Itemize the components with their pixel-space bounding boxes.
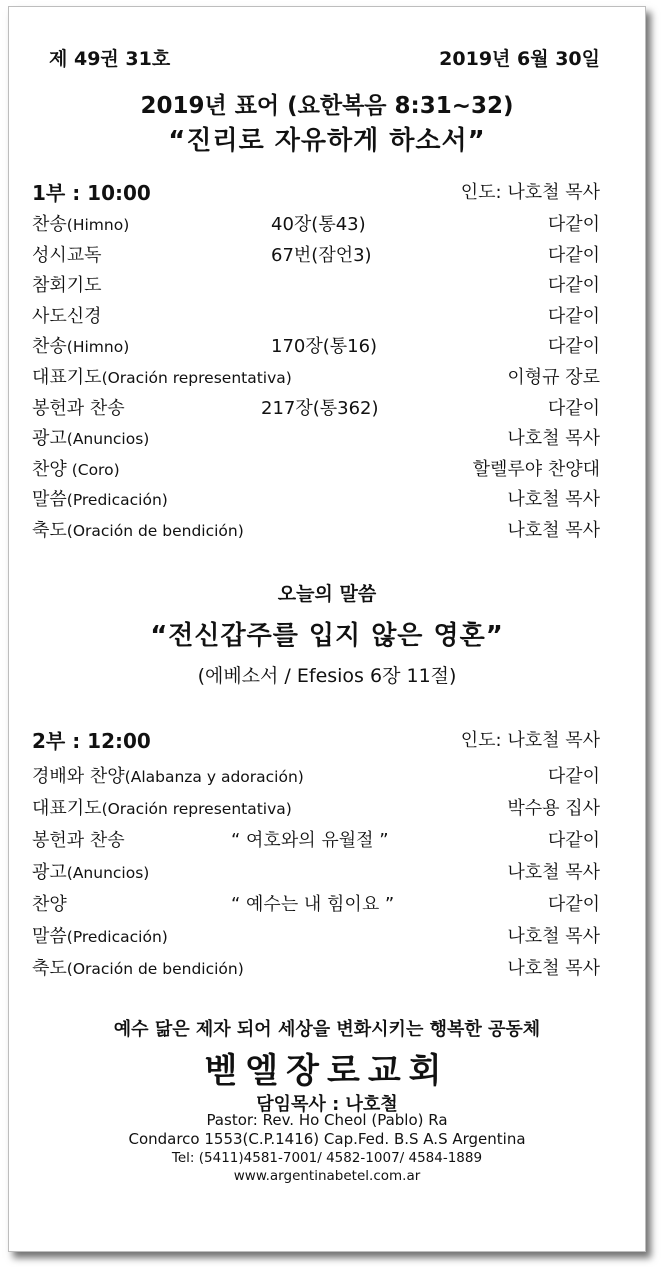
order-row: [9, 890, 645, 920]
order-item-spanish: (Predicación): [66, 491, 168, 510]
order-item-spanish: (Predicación): [66, 928, 168, 946]
order-item-person: 다같이: [547, 214, 600, 235]
order-item-spanish: (Himno): [66, 216, 130, 234]
order-row: [9, 922, 645, 952]
order-item-title: 광고: [32, 862, 67, 883]
order-item-person: 다같이: [547, 244, 600, 266]
order-row: [9, 455, 645, 485]
order-item-hymn: 67번(잠언3): [271, 244, 372, 266]
bulletin-date: 2019년 6월 30일: [439, 48, 600, 70]
order-item-name: [32, 271, 102, 297]
year-motto: “진리로 자유하게 하소서”: [168, 126, 486, 156]
service1-leader: 인도: 나호철 목사: [460, 182, 600, 203]
year-motto-reference: 2019년 표어 (요한복음 8:31~32): [140, 93, 514, 119]
order-item-person: 다같이: [547, 830, 600, 851]
order-item-person: 나호철 목사: [507, 428, 600, 450]
order-item-title: 찬송: [32, 214, 67, 235]
order-item-person: 할렐루야 찬양대: [472, 458, 600, 480]
church-address: Condarco 1553(C.P.1416) Cap.Fed. B.S A.S Argentina: [128, 1130, 526, 1148]
order-row: [9, 210, 645, 240]
church-name: 벧엘장로교회: [204, 1051, 450, 1091]
order-item-hymn: “ 예수는 내 힘이요 ”: [231, 894, 395, 915]
order-item-name: [32, 922, 168, 948]
order-row: [9, 394, 645, 424]
order-item-spanish: (Coro): [66, 460, 120, 479]
order-item-title: 말씀: [32, 489, 67, 511]
order-item-person: 다같이: [547, 766, 600, 787]
order-item-hymn: 217장(통362): [261, 397, 379, 419]
senior-pastor-korean: 담임목사 : 나호철: [256, 1094, 398, 1115]
church-phone: Tel: (5411)4581-7001/ 4582-1007/ 4584-1889: [171, 1150, 483, 1166]
order-item-person: 다같이: [547, 397, 600, 419]
order-item-spanish: (Anuncios): [66, 864, 150, 882]
order-item-person: 나호철 목사: [507, 926, 600, 947]
order-item-person: 나호철 목사: [507, 862, 600, 883]
order-row: [9, 826, 645, 856]
order-item-person: 나호철 목사: [507, 489, 600, 511]
order-item-name: [32, 954, 244, 980]
order-item-hymn: “ 여호와의 유월절 ”: [231, 830, 389, 851]
order-item-title: 축도: [32, 520, 67, 541]
service2-time: 2부 : 12:00: [32, 729, 151, 753]
order-item-title: 말씀: [32, 926, 67, 947]
order-item-title: 봉헌과 찬송: [32, 397, 125, 419]
order-item-title: 찬양: [32, 458, 67, 480]
order-item-title: 경배와 찬양: [32, 766, 125, 787]
order-item-person: 박수용 집사: [507, 798, 600, 819]
order-row: [9, 302, 645, 332]
order-item-name: [32, 794, 292, 820]
order-item-spanish: (Anuncios): [66, 430, 150, 449]
order-item-person: 다같이: [547, 305, 600, 327]
order-item-name: [32, 762, 304, 788]
order-item-person: 나호철 목사: [507, 520, 600, 541]
order-item-title: 대표기도: [32, 798, 102, 819]
order-item-person: 다같이: [547, 275, 600, 297]
order-item-name: [32, 858, 149, 884]
order-item-name: [32, 210, 129, 236]
order-item-name: [32, 826, 125, 852]
order-item-name: [32, 424, 149, 450]
sermon-label: 오늘의 말씀: [277, 583, 377, 605]
order-item-spanish: (Oración de bendición): [66, 960, 244, 978]
order-row: [9, 485, 645, 515]
order-item-title: 참회기도: [32, 275, 102, 297]
order-item-person: 나호철 목사: [507, 958, 600, 979]
order-row: [9, 762, 645, 792]
order-item-person: 다같이: [547, 336, 600, 358]
order-item-name: [32, 516, 244, 542]
order-item-person: 이형규 장로: [507, 367, 600, 388]
order-item-title: 찬양: [32, 894, 67, 915]
order-item-title: 축도: [32, 958, 67, 979]
church-motto: 예수 닮은 제자 되어 세상을 변화시키는 행복한 공동체: [113, 1019, 541, 1040]
order-row: [9, 794, 645, 824]
order-item-hymn: 40장(통43): [271, 214, 366, 235]
order-item-name: [32, 394, 125, 420]
order-item-name: [32, 332, 129, 358]
order-item-title: 사도신경: [32, 305, 102, 327]
order-item-title: 대표기도: [32, 367, 102, 388]
order-item-name: [32, 363, 292, 389]
service2-leader: 인도: 나호철 목사: [460, 730, 600, 751]
order-row: [9, 858, 645, 888]
sermon-title: “전신갑주를 입지 않은 영혼”: [150, 621, 504, 651]
order-item-spanish: (Himno): [66, 338, 130, 357]
order-row: [9, 332, 645, 362]
bulletin-page: [8, 6, 646, 1252]
order-item-name: [32, 485, 168, 511]
issue-number: 제 49권 31호: [49, 48, 171, 70]
order-item-hymn: 170장(통16): [271, 336, 378, 358]
order-item-title: 성시교독: [32, 244, 102, 266]
order-item-name: [32, 890, 67, 916]
order-item-person: 다같이: [547, 894, 600, 915]
order-item-spanish: (Oración de bendición): [66, 522, 244, 540]
order-row: [9, 516, 645, 546]
order-item-title: 찬송: [32, 336, 67, 358]
order-item-title: 광고: [32, 428, 67, 450]
order-row: [9, 271, 645, 301]
order-row: [9, 954, 645, 984]
sermon-reference: (에베소서 / Efesios 6장 11절): [197, 665, 457, 687]
order-item-name: [32, 241, 102, 267]
order-item-name: [32, 302, 102, 328]
order-item-name: [32, 455, 120, 481]
order-item-spanish: (Alabanza y adoración): [124, 768, 304, 786]
order-row: [9, 241, 645, 271]
order-item-title: 봉헌과 찬송: [32, 830, 125, 851]
service1-time: 1부 : 10:00: [32, 181, 151, 205]
order-row: [9, 424, 645, 454]
senior-pastor-english: Pastor: Rev. Ho Cheol (Pablo) Ra: [206, 1111, 448, 1129]
order-row: [9, 363, 645, 393]
order-item-spanish: (Oración representativa): [101, 369, 292, 387]
church-website[interactable]: www.argentinabetel.com.ar: [233, 1168, 421, 1184]
order-item-spanish: (Oración representativa): [101, 800, 292, 818]
